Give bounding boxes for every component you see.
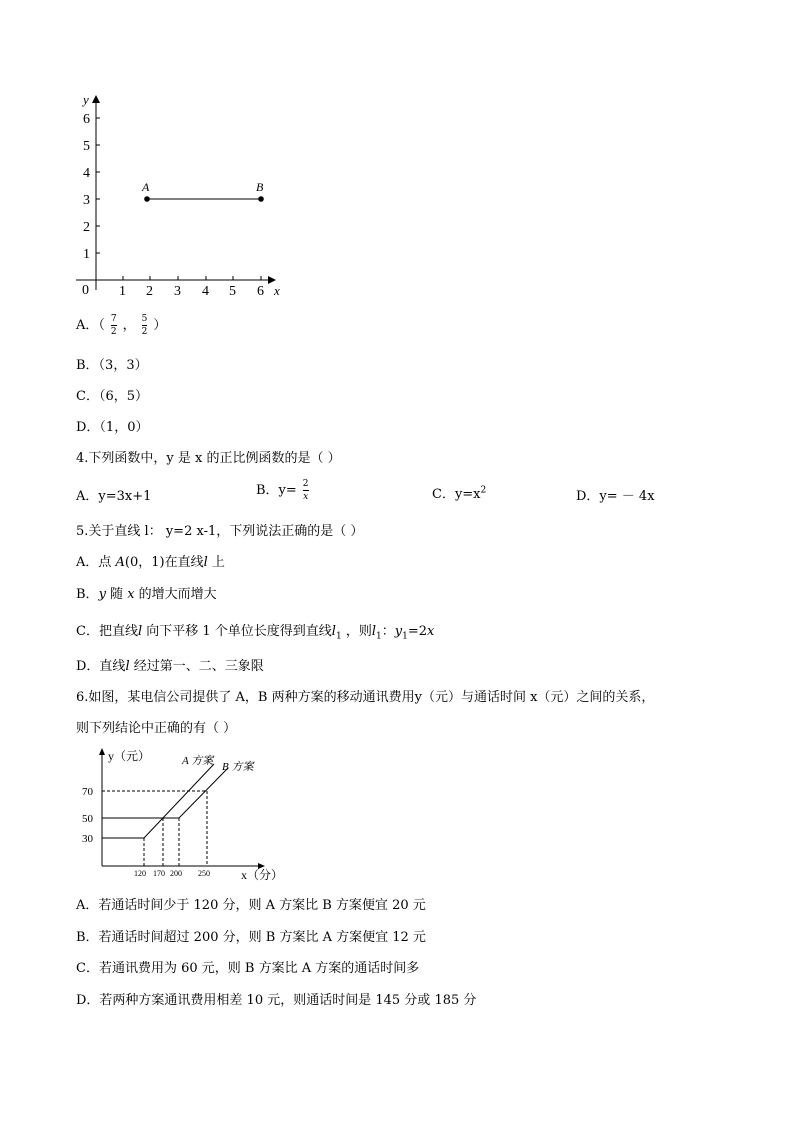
q4-option-d: D．y= － 4x bbox=[576, 489, 655, 504]
plan-b-line bbox=[102, 768, 228, 818]
q5-option-c: C．把直线l 向下平移 1 个单位长度得到直线$l_1$ ，则$l_1$：$y_1=2x$ bbox=[76, 624, 435, 642]
coordinate-figure bbox=[70, 90, 290, 305]
x-tick: 120 bbox=[134, 869, 146, 878]
q4-stem: 4.下列函数中，y 是 x 的正比例函数的是（ ） bbox=[76, 451, 341, 466]
x-tick: 3 bbox=[174, 284, 181, 299]
q6-option-c: C．若通讯费用为 60 元，则 B 方案比 A 方案的通话时间多 bbox=[76, 961, 420, 976]
point-a bbox=[144, 196, 150, 202]
plan-chart bbox=[78, 742, 284, 882]
q5-option-a: A．点 A(0，1)在直线l 上 bbox=[76, 555, 225, 570]
q6-stem-line1: 6.如图，某电信公司提供了 A，B 两种方案的移动通讯费用y（元）与通话时间 x（元）之间的关系， bbox=[76, 690, 655, 705]
q4-option-a: A．y=3x+1 bbox=[76, 489, 152, 504]
point-b-label: B bbox=[256, 180, 264, 194]
q5-option-b: B．y 随 x 的增大而增大 bbox=[76, 587, 217, 602]
q3-option-c: C．（6，5） bbox=[76, 389, 148, 404]
y-tick: 4 bbox=[83, 166, 90, 181]
x-axis-label: x（分） bbox=[241, 868, 284, 882]
q6-option-d: D．若两种方案通讯费用相差 10 元，则通话时间是 145 分或 185 分 bbox=[76, 993, 477, 1008]
y-tick: 70 bbox=[82, 786, 93, 798]
y-tick: 30 bbox=[82, 833, 93, 845]
fraction-7-2: $\frac{7}{2}$ bbox=[110, 314, 117, 337]
q3-option-d: D．（1，0） bbox=[76, 420, 149, 435]
fraction-5-2: $\frac{5}{2}$ bbox=[141, 314, 148, 337]
exponent: 2 bbox=[480, 485, 487, 496]
q5-stem: 5.关于直线 l： y=2 x-1，下列说法正确的是（ ） bbox=[76, 524, 364, 539]
option-text: A．（ bbox=[76, 318, 105, 333]
option-text: ） bbox=[153, 318, 167, 333]
y-tick: 6 bbox=[83, 112, 90, 127]
q6-option-b: B．若通话时间超过 200 分，则 B 方案比 A 方案便宜 12 元 bbox=[76, 930, 426, 945]
q6-option-a: A．若通话时间少于 120 分，则 A 方案比 B 方案便宜 20 元 bbox=[76, 898, 426, 913]
y-axis-label: y bbox=[83, 92, 89, 107]
x-axis-label: x bbox=[274, 283, 280, 298]
y-axis-arrow bbox=[92, 95, 100, 103]
q4-option-c bbox=[432, 483, 486, 502]
q6-stem-line2: 则下列结论中正确的有（ ） bbox=[76, 721, 237, 736]
y-axis-arrow bbox=[99, 748, 105, 755]
x-tick: 2 bbox=[146, 284, 153, 299]
x-tick: 170 bbox=[153, 869, 165, 878]
plan-b-label: B 方案 bbox=[222, 761, 254, 773]
fraction-2-x: $\frac{2}{x}$ bbox=[302, 479, 309, 502]
y-tick: 50 bbox=[82, 813, 93, 825]
x-tick: 250 bbox=[198, 869, 210, 878]
x-tick: 6 bbox=[257, 284, 264, 299]
x-tick: 200 bbox=[170, 869, 182, 878]
x-tick: 5 bbox=[229, 284, 236, 299]
q4-option-b bbox=[256, 479, 315, 502]
option-text: C．y=x bbox=[432, 487, 481, 502]
plan-a-line bbox=[102, 764, 214, 838]
x-tick: 4 bbox=[202, 284, 209, 299]
option-text: ， bbox=[122, 318, 136, 333]
option-text: B．y= bbox=[256, 483, 297, 498]
x-tick: 1 bbox=[119, 284, 126, 299]
y-tick: 1 bbox=[83, 247, 90, 262]
y-tick: 5 bbox=[83, 139, 90, 154]
point-b bbox=[258, 196, 264, 202]
origin-label: 0 bbox=[82, 283, 89, 298]
y-tick: 2 bbox=[83, 220, 90, 235]
plan-a-label: A 方案 bbox=[182, 755, 214, 767]
y-axis-label: y（元） bbox=[108, 749, 151, 763]
y-tick: 3 bbox=[83, 193, 90, 208]
q3-option-b: B．（3，3） bbox=[76, 358, 148, 373]
point-a-label: A bbox=[142, 180, 150, 194]
q3-option-a bbox=[76, 314, 166, 337]
q5-option-d: D．直线l 经过第一、二、三象限 bbox=[76, 659, 264, 674]
